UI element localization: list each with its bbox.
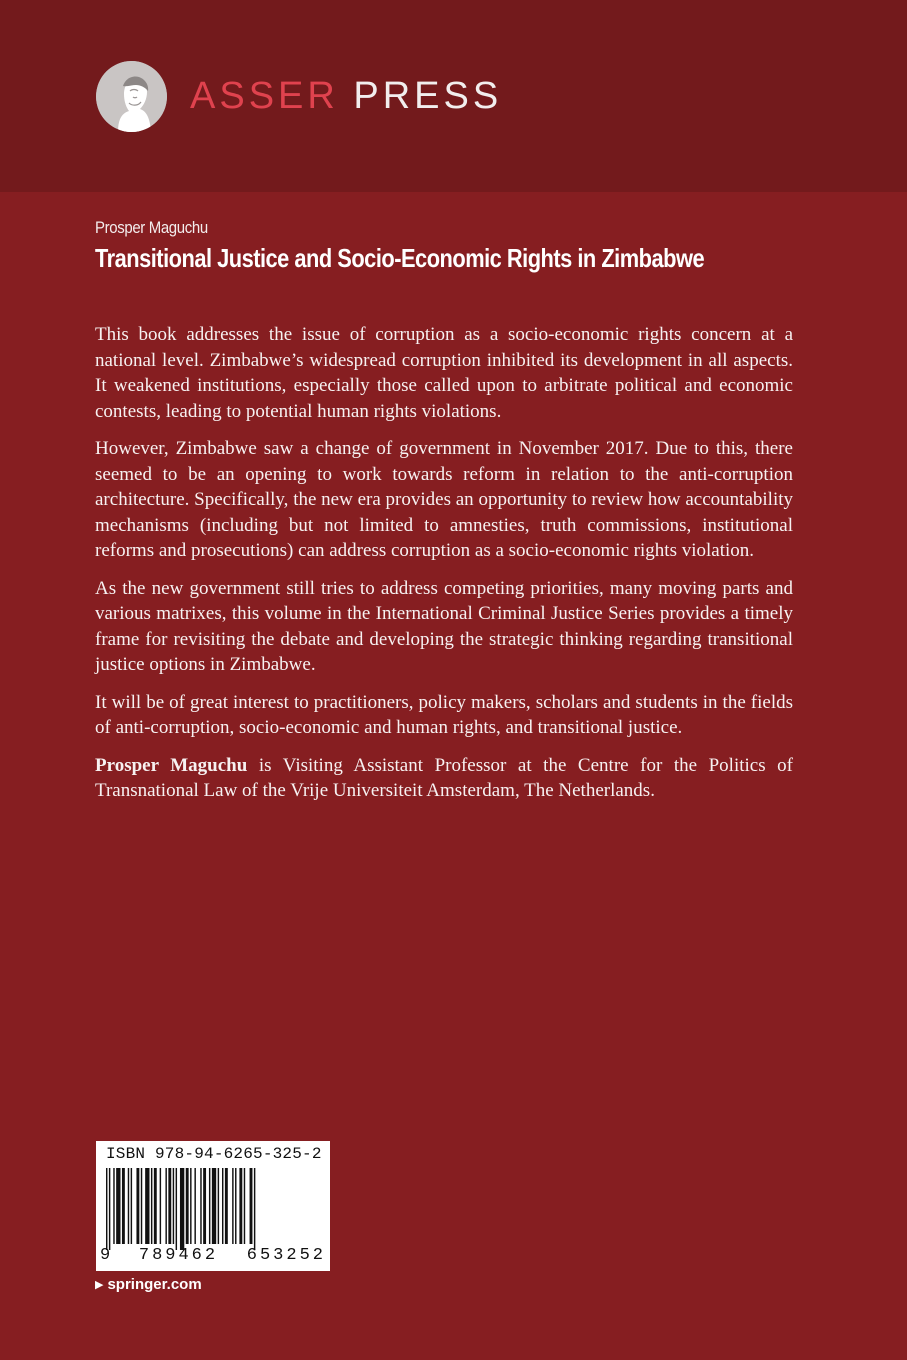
barcode-bar (209, 1168, 210, 1244)
barcode-bar (122, 1168, 125, 1244)
ean-digit-right: 653252 (246, 1246, 326, 1265)
author-name: Prosper Maguchu (95, 218, 208, 237)
ean-digits (100, 1246, 326, 1265)
barcode-bar (109, 1168, 110, 1250)
arrow-right-icon: ▶ (95, 1279, 104, 1291)
barcode-bar (203, 1168, 206, 1244)
barcode-bars (104, 1168, 322, 1250)
barcode-bar (235, 1168, 236, 1244)
barcode-bar (128, 1168, 129, 1244)
barcode-bar (254, 1168, 255, 1250)
barcode-bar (165, 1168, 166, 1244)
springer-link-label: springer.com (107, 1276, 202, 1293)
blurb-paragraph: However, Zimbabwe saw a change of government in November 2017. Due to this, there seemed to be an opening to work towards reform in relation to the anti-corruption architecture. Specifically, the new era provides an opportunity to review how accountability mechanisms (including but not limited to amnesties, truth commissions, institutional reforms and prosecutions) can address corruption as a socio-economic rights violation. (95, 438, 793, 561)
publisher-name-asser: ASSER (190, 75, 339, 117)
barcode-bar (250, 1168, 253, 1244)
blurb-paragraph: It will be of great interest to practitioners, policy makers, scholars and students in the fields of anti-corruption, socio-economic and human rights, and transitional justice. (95, 691, 793, 738)
barcode-bar (151, 1168, 152, 1244)
barcode-bar (222, 1168, 223, 1244)
blurb-paragraph: This book addresses the issue of corruption as a socio-economic rights concern at a national level. Zimbabwe’s widespread corruption inhibited its development in all aspects. It weakened institutions, especially those called upon to arbitrate political and economic contests, leading to potential human rights violations. (95, 324, 793, 422)
barcode-bar (190, 1168, 191, 1244)
barcode-bar (145, 1168, 149, 1244)
barcode-bar (232, 1168, 233, 1244)
publisher-name (190, 74, 502, 118)
barcode-bar (106, 1168, 107, 1250)
barcode-bar (160, 1168, 161, 1244)
barcode-bar (168, 1168, 171, 1244)
barcode-bar (218, 1168, 219, 1244)
barcode-bar (141, 1168, 142, 1244)
isbn-barcode (96, 1141, 330, 1271)
isbn-label: ISBN 978-94-6265-325-2 (106, 1145, 322, 1163)
barcode-bar (173, 1168, 174, 1244)
author-bio (95, 753, 793, 804)
barcode-bar (200, 1168, 201, 1244)
barcode-bar (154, 1168, 157, 1244)
publisher-name-press: PRESS (353, 75, 503, 117)
book-title: Transitional Justice and Socio-Economic Rights in Zimbabwe (95, 243, 705, 273)
barcode-bar (176, 1168, 177, 1250)
barcode-bar (131, 1168, 132, 1244)
ean-digit-left: 789462 (138, 1246, 219, 1265)
author-bio-name: Prosper Maguchu (95, 754, 248, 776)
barcode-bar (194, 1168, 195, 1244)
blurb-paragraph: As the new government still tries to address competing priorities, many moving parts and various matrixes, this volume in the International Criminal Justice Series provides a timely frame for revisiting the debate and developing the strategic thinking regarding transitional justice options in Zimbabwe. (95, 577, 793, 675)
asser-portrait-icon (96, 61, 167, 132)
barcode-bar (180, 1168, 184, 1250)
barcode-bar (136, 1168, 139, 1244)
barcode-bar (116, 1168, 120, 1244)
barcode-bar (113, 1168, 114, 1244)
barcode-bar (244, 1168, 245, 1244)
publisher-logo (96, 61, 167, 132)
springer-link[interactable] (95, 1276, 202, 1293)
author-bio-text: is Visiting Assistant Professor at the Centre for the Politics of Transnational Law of the Vrije Universiteit Amsterdam, The Netherlands. (95, 754, 793, 801)
barcode-bar (239, 1168, 242, 1244)
ean-digit-prefix: 9 (100, 1246, 111, 1265)
barcode-bar (212, 1168, 216, 1244)
barcode-bar (186, 1168, 189, 1244)
barcode-bar (225, 1168, 228, 1244)
back-cover-blurb (95, 322, 793, 816)
